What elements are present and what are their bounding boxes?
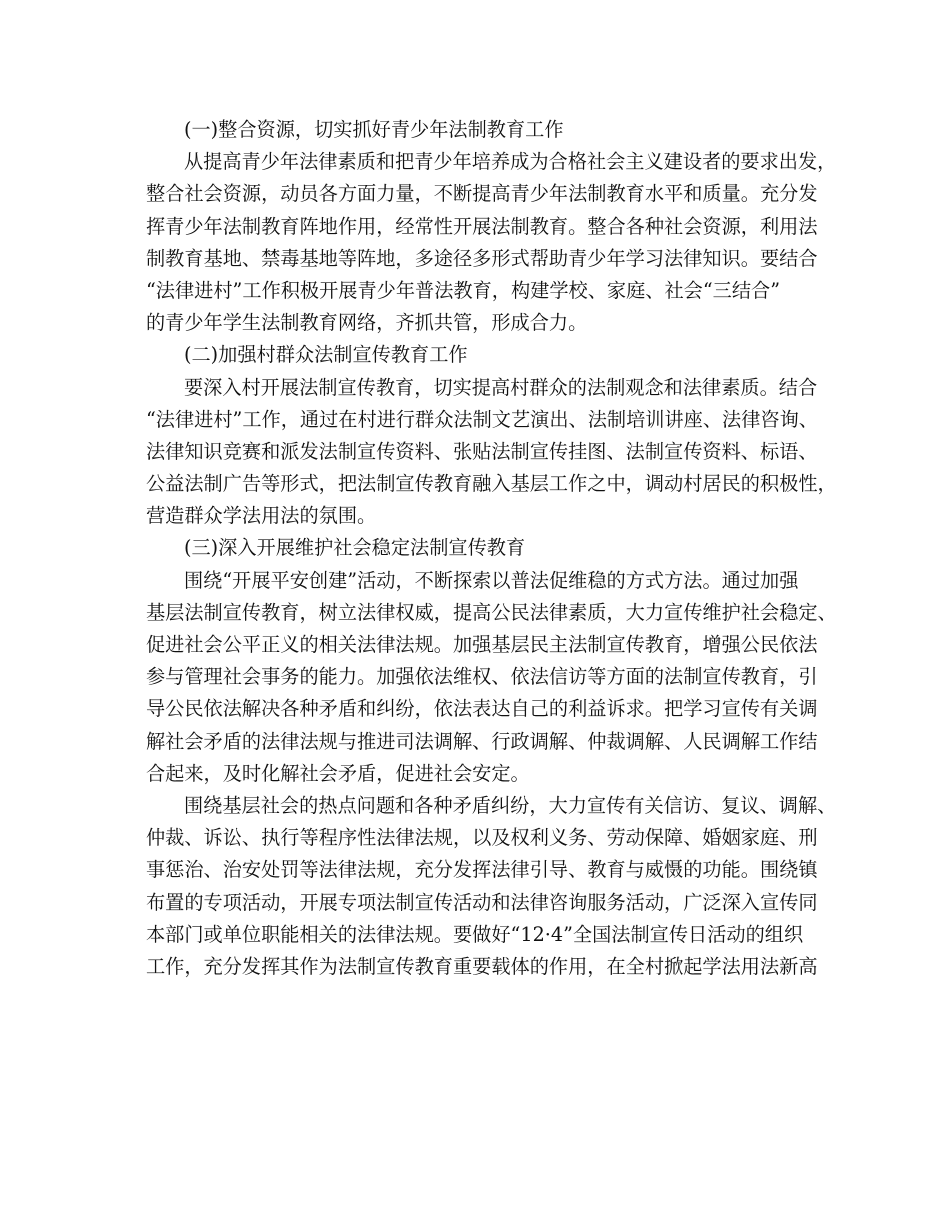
paragraph-line: 工作，充分发挥其作为法制宣传教育重要载体的作用，在全村掀起学法用法新高 bbox=[146, 954, 818, 978]
paragraph-line: 营造群众学法用法的氛围。 bbox=[146, 504, 377, 528]
section-heading-3: (三)深入开展维护社会稳定法制宣传教育 bbox=[184, 536, 526, 560]
paragraph-line: 整合社会资源，动员各方面力量，不断提高青少年法制教育水平和质量。充分发 bbox=[146, 182, 818, 206]
paragraph-line: 要深入村开展法制宣传教育，切实提高村群众的法制观念和法律素质。结合 bbox=[184, 375, 818, 399]
document-body bbox=[146, 114, 837, 983]
paragraph-line: 参与管理社会事务的能力。加强依法维权、依法信访等方面的法制宣传教育，引 bbox=[146, 665, 818, 689]
paragraph-line: 基层法制宣传教育，树立法律权威，提高公民法律素质，大力宣传维护社会稳定、 bbox=[146, 600, 837, 624]
paragraph-line: 解社会矛盾的法律法规与推进司法调解、行政调解、仲裁调解、人民调解工作结 bbox=[146, 729, 818, 753]
paragraph-line: 从提高青少年法律素质和把青少年培养成为合格社会主义建设者的要求出发， bbox=[184, 150, 837, 174]
paragraph-line: 的青少年学生法制教育网络，齐抓共管，形成合力。 bbox=[146, 311, 588, 335]
paragraph-line: 布置的专项活动，开展专项法制宣传活动和法律咨询服务活动，广泛深入宣传同 bbox=[146, 890, 818, 914]
paragraph-line: 合起来，及时化解社会矛盾，促进社会安定。 bbox=[146, 761, 530, 785]
paragraph-line: 仲裁、诉讼、执行等程序性法律法规，以及权利义务、劳动保障、婚姻家庭、刑 bbox=[146, 826, 818, 850]
paragraph-line: 本部门或单位职能相关的法律法规。要做好“12·4”全国法制宣传日活动的组织 bbox=[146, 922, 804, 946]
paragraph-line: 法律知识竞赛和派发法制宣传资料、张贴法制宣传挂图、法制宣传资料、标语、 bbox=[146, 439, 818, 463]
paragraph-line: 挥青少年法制教育阵地作用，经常性开展法制教育。整合各种社会资源，利用法 bbox=[146, 214, 818, 238]
section-heading-1: (一)整合资源，切实抓好青少年法制教育工作 bbox=[184, 118, 564, 141]
section-heading-2: (二)加强村群众法制宣传教育工作 bbox=[184, 343, 468, 367]
paragraph-line: 事惩治、治安处罚等法律法规，充分发挥法律引导、教育与威慑的功能。围绕镇 bbox=[146, 858, 818, 882]
paragraph-line: 公益法制广告等形式，把法制宣传教育融入基层工作之中，调动村居民的积极性， bbox=[146, 472, 837, 496]
paragraph-line: “法律进村”工作积极开展青少年普法教育，构建学校、家庭、社会“三结合” bbox=[146, 278, 781, 302]
paragraph-line: 制教育基地、禁毒基地等阵地，多途径多形式帮助青少年学习法律知识。要结合 bbox=[146, 246, 818, 270]
paragraph-line: 围绕“开展平安创建”活动，不断探索以普法促维稳的方式方法。通过加强 bbox=[184, 568, 799, 592]
paragraph-line: “法律进村”工作，通过在村进行群众法制文艺演出、法制培训讲座、法律咨询、 bbox=[146, 407, 818, 431]
paragraph-line: 导公民依法解决各种矛盾和纠纷，依法表达自己的利益诉求。把学习宣传有关调 bbox=[146, 697, 818, 721]
paragraph-line: 促进社会公平正义的相关法律法规。加强基层民主法制宣传教育，增强公民依法 bbox=[146, 633, 818, 656]
paragraph-line: 围绕基层社会的热点问题和各种矛盾纠纷，大力宣传有关信访、复议、调解、 bbox=[184, 793, 837, 817]
